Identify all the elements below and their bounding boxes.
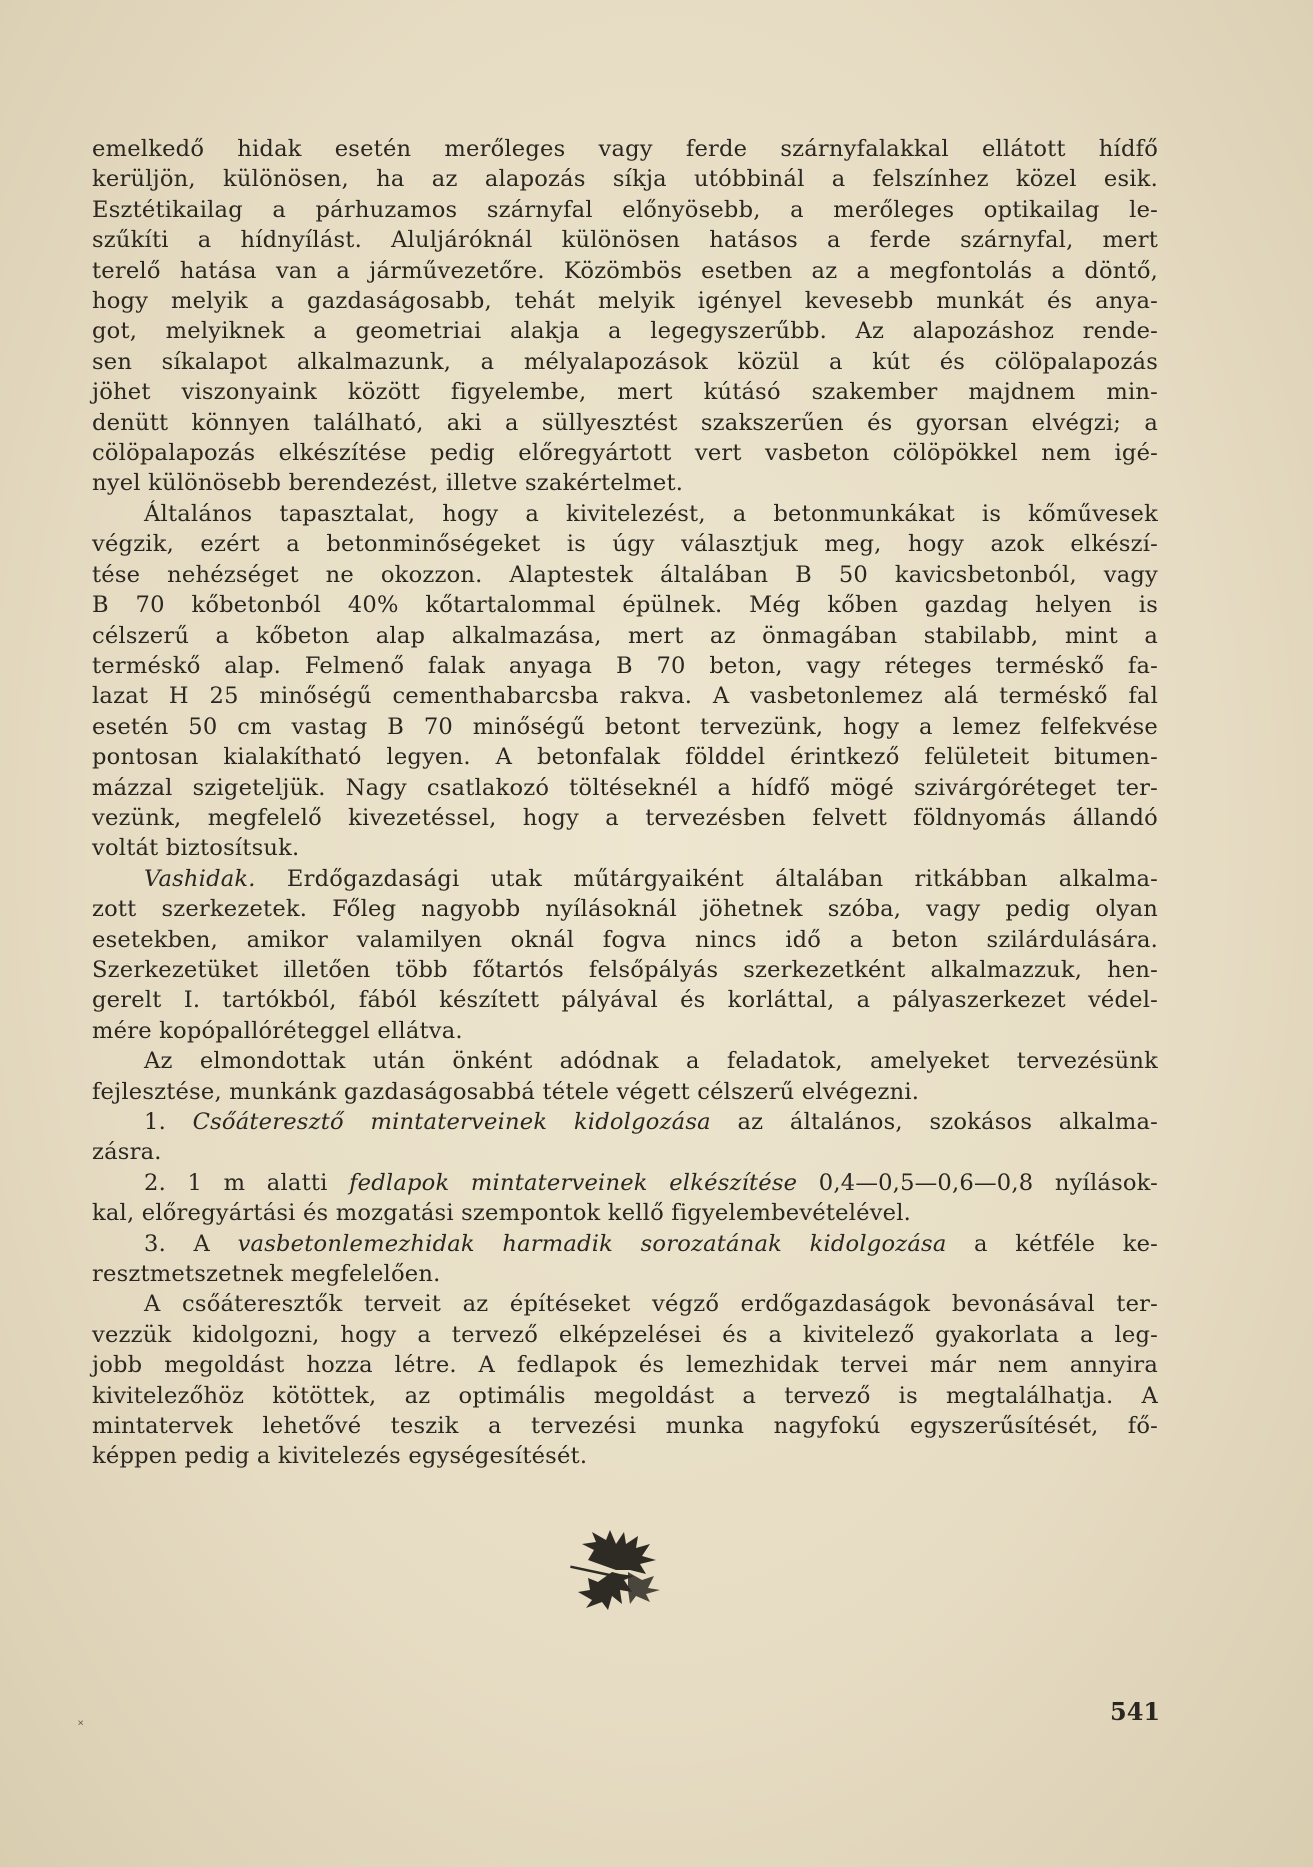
- paragraph: [92, 1289, 1158, 1471]
- list-prefix: 1.: [144, 1109, 193, 1135]
- text-line: zásra.: [92, 1139, 162, 1166]
- text-line: esetén 50 cm vastag B 70 minőségű betont tervezünk, hogy a lemez felfekvése: [92, 713, 1158, 740]
- text-line: gerelt I. tartókból, fából készített pályával és korláttal, a pályaszerkezet védel-: [92, 987, 1158, 1014]
- text-line: A csőáteresztők terveit az építéseket végző erdőgazdaságok bevonásával ter-: [144, 1291, 1158, 1318]
- text-line: mére kopópallóréteggel ellátva.: [92, 1017, 463, 1044]
- text-line: lazat H 25 minőségű cementhabarcsba rakva. A vasbetonlemez alá terméskő fal: [92, 683, 1158, 710]
- text-line: got, melyiknek a geometriai alakja a legegyszerűbb. Az alapozáshoz rende-: [92, 318, 1158, 345]
- text-line: Esztétikailag a párhuzamos szárnyfal előnyösebb, a merőleges optikailag le-: [92, 196, 1158, 223]
- text-line: kal, előregyártási és mozgatási szempontok kellő figyelembevételével.: [92, 1200, 912, 1227]
- text-line: szűkíti a hídnyílást. Aluljáróknál különösen hatásos a ferde szárnyfal, mert: [92, 227, 1158, 254]
- text-line: zott szerkezetek. Főleg nagyobb nyílásoknál jöhetnek szóba, vagy pedig olyan: [92, 896, 1158, 923]
- list-rest: az általános, szokásos alkalma-: [710, 1109, 1158, 1135]
- text-line: terméskő alap. Felmenő falak anyaga B 70 beton, vagy réteges terméskő fa-: [92, 652, 1158, 679]
- paragraph: [92, 499, 1158, 864]
- text-line: B 70 kőbetonból 40% kőtartalommal épülnek. Még kőben gazdag helyen is: [92, 592, 1158, 619]
- text-line: végzik, ezért a betonminőségeket is úgy választjuk meg, hogy azok elkészí-: [92, 531, 1158, 558]
- paragraph: [92, 1046, 1158, 1107]
- print-speck: ˟: [78, 1718, 84, 1734]
- text-line: sen síkalapot alkalmazunk, a mélyalapozások közül a kút és cölöpalapozás: [92, 348, 1158, 375]
- text-line: [92, 1229, 1158, 1259]
- text-line-rest: Erdőgazdasági utak műtárgyaiként általában ritkábban alkalma-: [255, 865, 1158, 892]
- paragraph: [92, 864, 1158, 1046]
- text-line: fejlesztése, munkánk gazdaságosabbá tétele végett célszerű elvégezni.: [92, 1078, 920, 1105]
- text-line: [92, 1168, 1158, 1198]
- text-line: jöhet viszonyaink között figyelembe, mert kútásó szakember majdnem min-: [92, 379, 1158, 406]
- leaf-ornament-icon: [568, 1530, 664, 1610]
- list-italic-title: fedlapok mintaterveinek elkészítése: [349, 1169, 798, 1196]
- text-line: Szerkezetüket illetően több főtartós felsőpályás szerkezetként alkalmazzuk, hen-: [92, 956, 1158, 983]
- text-line: Az elmondottak után önként adódnak a feladatok, amelyeket tervezésünk: [144, 1048, 1158, 1075]
- italic-lead: Vashidak.: [144, 865, 256, 892]
- list-italic-title: vasbetonlemezhidak harmadik sorozatának kidolgozása: [237, 1230, 947, 1257]
- list-prefix: 3. A: [144, 1230, 238, 1257]
- text-line: emelkedő hidak esetén merőleges vagy ferde szárnyfalakkal ellátott hídfő: [92, 136, 1158, 162]
- text-line: pontosan kialakítható legyen. A betonfalak földdel érintkező felületeit bitumen-: [92, 744, 1158, 771]
- text-line: tése nehézséget ne okozzon. Alaptestek általában B 50 kavicsbetonból, vagy: [92, 561, 1158, 588]
- text-line: hogy melyik a gazdaságosabb, tehát melyik igényel kevesebb munkát és anya-: [92, 288, 1158, 315]
- text-line: cölöpalapozás elkészítése pedig előregyártott vert vasbeton cölöpökkel nem igé-: [92, 440, 1158, 467]
- text-line: vezzük kidolgozni, hogy a tervező elképzelései és a kivitelező gyakorlata a leg-: [92, 1321, 1158, 1348]
- text-line: Általános tapasztalat, hogy a kivitelezést, a betonmunkákat is kőművesek: [144, 500, 1158, 527]
- text-line: mázzal szigeteljük. Nagy csatlakozó töltéseknél a hídfő mögé szivárgóréteget ter-: [92, 774, 1158, 801]
- paragraph: [92, 1107, 1158, 1289]
- page-number: 541: [1110, 1697, 1161, 1726]
- text-line: [92, 1107, 1158, 1137]
- paragraph: [92, 134, 1158, 499]
- text-line: terelő hatása van a járművezetőre. Közömbös esetben az a megfontolás a döntő,: [92, 257, 1158, 284]
- body-text: [92, 134, 1158, 1472]
- text-line: vezünk, megfelelő kivezetéssel, hogy a tervezésben felvett földnyomás állandó: [92, 804, 1158, 831]
- text-line: képpen pedig a kivitelezés egységesítését.: [92, 1443, 588, 1470]
- list-rest: 0,4—0,5—0,6—0,8 nyílások-: [797, 1169, 1159, 1196]
- text-line: kerüljön, különösen, ha az alapozás síkja utóbbinál a felszínhez közel esik.: [92, 166, 1158, 193]
- text-line: voltát biztosítsuk.: [92, 835, 300, 862]
- list-italic-title: Csőáteresztő mintaterveinek kidolgozása: [192, 1109, 711, 1135]
- text-line: kivitelezőhöz kötöttek, az optimális megoldást a tervező is megtalálhatja. A: [92, 1382, 1158, 1409]
- text-line: célszerű a kőbeton alap alkalmazása, mert az önmagában stabilabb, mint a: [92, 622, 1158, 649]
- text-line: resztmetszetnek megfelelően.: [92, 1261, 441, 1288]
- text-line: denütt könnyen található, aki a süllyesztést szakszerűen és gyorsan elvégzi; a: [92, 409, 1158, 436]
- list-rest: a kétféle ke-: [946, 1230, 1158, 1257]
- text-line: esetekben, amikor valamilyen oknál fogva nincs idő a beton szilárdulására.: [92, 926, 1158, 953]
- text-line: mintatervek lehetővé teszik a tervezési munka nagyfokú egyszerűsítését, fő-: [92, 1413, 1158, 1440]
- text-line: jobb megoldást hozza létre. A fedlapok és lemezhidak tervei már nem annyira: [92, 1352, 1158, 1379]
- text-line: nyel különösebb berendezést, illetve szakértelmet.: [92, 470, 684, 497]
- text-line: [92, 864, 1158, 894]
- list-prefix: 2. 1 m alatti: [144, 1169, 350, 1196]
